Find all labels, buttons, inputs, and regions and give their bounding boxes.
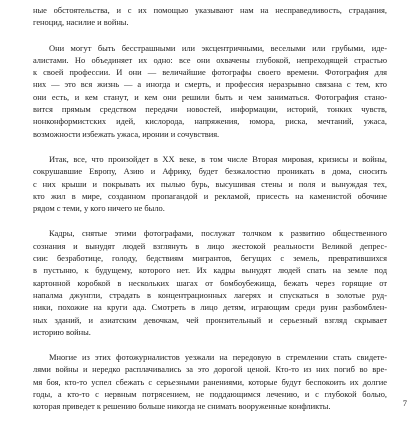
text-line: мя боя, кто-то успел сбежать с серьезными ранениями, которые будут беспокоить их долгие: [33, 376, 387, 387]
text-line: ники, похожие на круги ада. Смотреть в лицо детям, играющим среди руин разбомблен-: [33, 302, 387, 313]
text-line: годы, а кто-то с нервным потрясением, не поддающимся лечению, и с глубокой болью,: [33, 389, 387, 400]
text-line: которая приведет к решению больше никогда не снимать вооруженные конфликты.: [33, 401, 331, 412]
text-line: сокрушавшие Европу, Азию и Африку, будет безжалостно проникать в дома, сносить: [33, 166, 387, 177]
text-line: рядом с теми, у кого ничего не было.: [33, 203, 165, 214]
body-text: [33, 4, 387, 426]
text-line: с них крыши и покрывать их пылью бурь, высушивая стены и поля и вынуждая тех,: [33, 178, 387, 189]
text-line: в пустыню, к будущему, которого нет. Их кадры вынудят людей спать на земле под: [33, 265, 387, 276]
text-line: Итак, все, что произойдет в XX веке, в том числе Вторая мировая, кризисы и войны,: [49, 153, 387, 164]
text-line: к своей профессии. И они — величайшие фотографы своего времени. Фотография для: [33, 67, 387, 78]
paragraph-1: [33, 4, 387, 29]
text-line: возможности избежать ужаса, иронии и сочувствия.: [33, 128, 220, 139]
text-line: алистами. Но объединяет их одно: все они охвачены глубокой, непреходящей страстью: [33, 54, 387, 65]
text-line: ные обстоятельства, и с их помощью указывают нам на несправедливость, страдания,: [33, 5, 387, 15]
text-line: Кадры, снятые этими фотографами, послужат толчком к развитию общественного: [49, 228, 387, 239]
text-line: ных зданий, и азиатским девочкам, чей пронзительный и серьезный взгляд скрывает: [33, 314, 387, 325]
page-number: 7: [402, 398, 407, 408]
text-line: кто жил в мире, созданном пропагандой и рекламой, присесть на каменистой обочине: [33, 190, 387, 201]
paragraph-5: [33, 351, 387, 412]
text-line: геноцид, насилие и войны.: [33, 17, 129, 28]
paragraph-3: [33, 153, 387, 214]
paragraph-4: [33, 227, 387, 338]
text-line: них — это вся жизнь — а иногда и смерть, и профессия неразрывно связана с тем, кто: [33, 79, 387, 90]
paragraph-2: [33, 42, 387, 140]
text-line: вится прямым средством передачи новостей, информации, историй, тонких чувств,: [33, 104, 387, 115]
text-line: сии: безработице, голоду, бедствиям мигрантов, бегущих с земель, превратившихся: [33, 253, 387, 264]
text-line: историю войны.: [33, 326, 91, 337]
text-line: напалма джунгли, страдать в концентрационных лагерях и спускаться в золотые руд-: [33, 289, 387, 300]
text-line: нонконформистских идей, кислорода, напряжения, юмора, риска, мечтаний, ужаса,: [33, 116, 387, 127]
text-line: сознания и вынудят людей взглянуть в лицо жестокой реальности Великой депрес-: [33, 240, 387, 251]
text-line: Они могут быть бесстрашными или эксцентричными, веселыми или грубыми, иде-: [49, 42, 387, 53]
text-line: Многие из этих фотожурналистов уезжали на передовую в стремлении стать свидете-: [49, 352, 387, 363]
text-line: картонной коробкой в нескольких шагах от бомбоубежища, бежать через горящие от: [33, 277, 387, 288]
text-line: лями войны и нередко расплачивались за это дорогой ценой. Кто-то из них погиб во вре-: [33, 364, 387, 375]
text-line: они есть, и кем станут, и кем они решили быть и чем заниматься. Фотография стано-: [33, 91, 387, 102]
